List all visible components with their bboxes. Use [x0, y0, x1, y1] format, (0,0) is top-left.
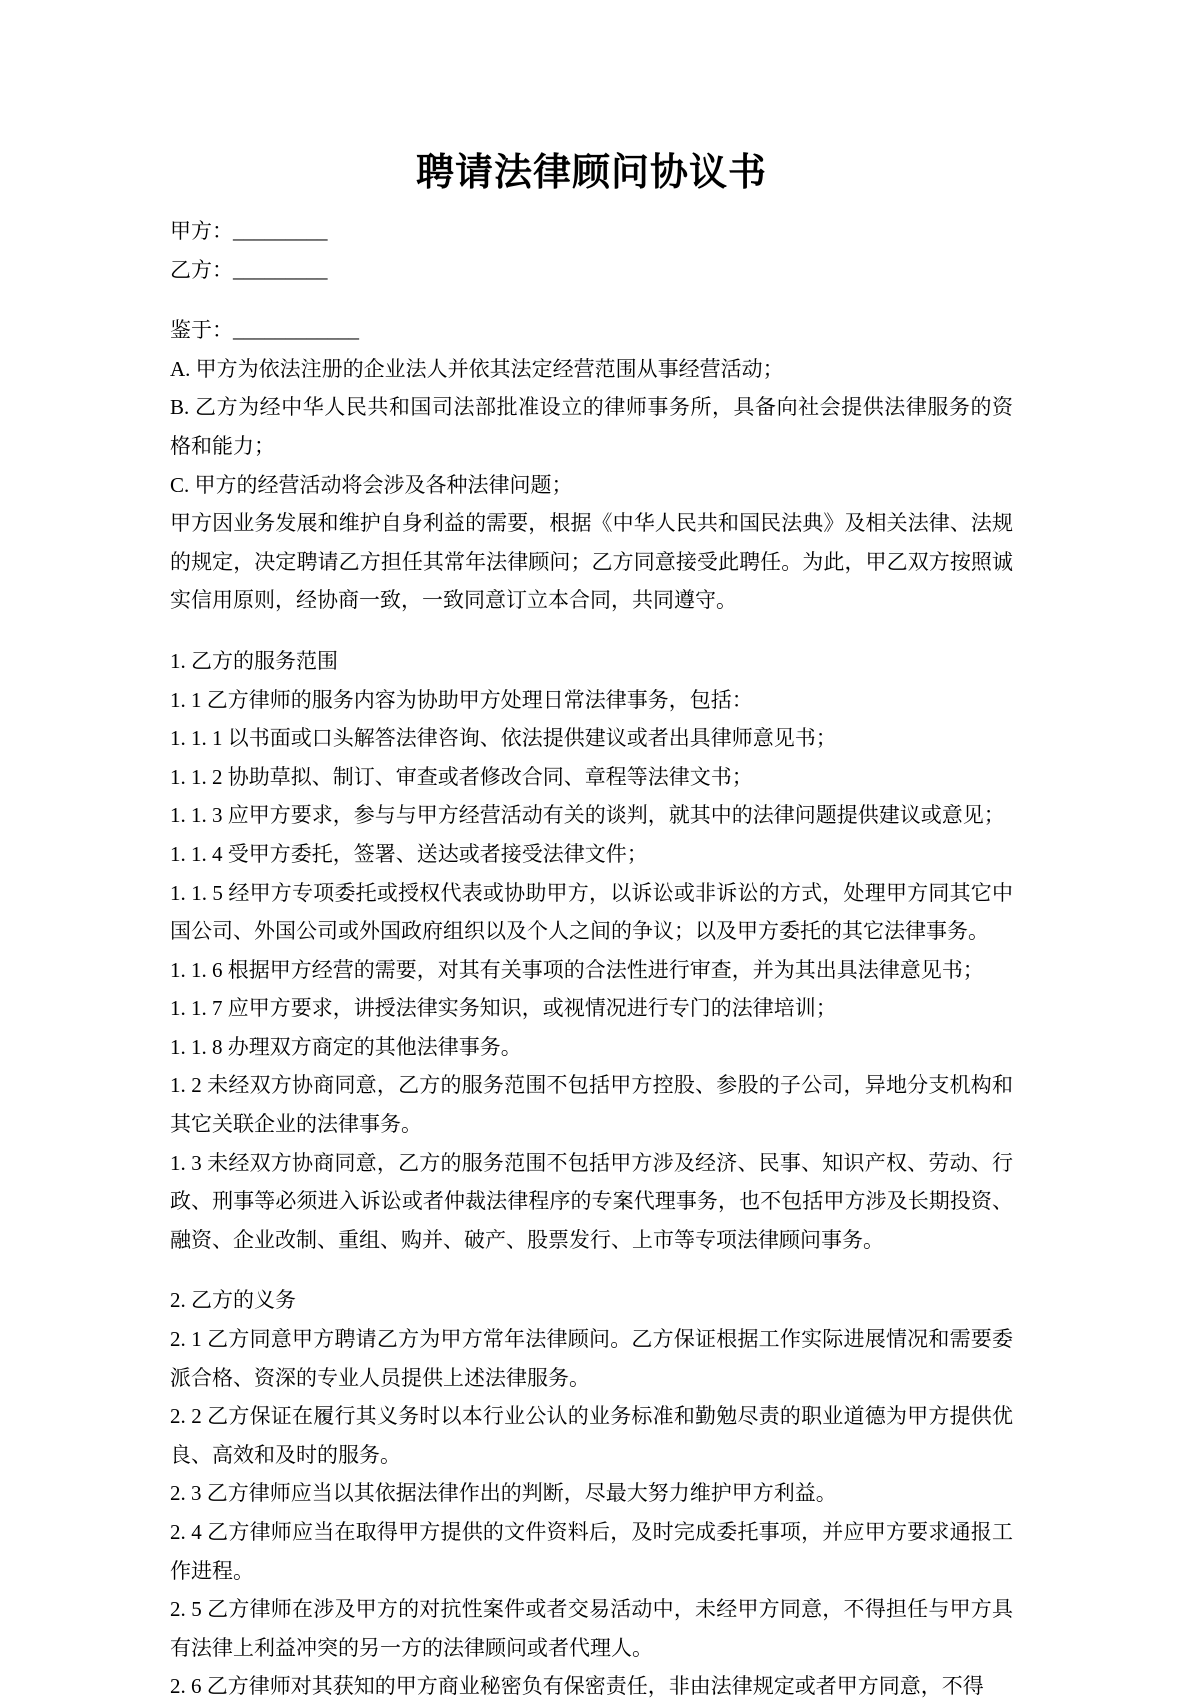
party-b-line	[170, 251, 1013, 290]
recital-intro: 甲方因业务发展和维护自身利益的需要，根据《中华人民共和国民法典》及相关法律、法规的规定，决定聘请乙方担任其常年法律顾问；乙方同意接受此聘任。为此，甲乙双方按照诚实信用原则，经协商一致，一致同意订立本合同，共同遵守。	[170, 511, 1013, 613]
blank-line	[170, 1259, 1013, 1281]
document-title: 聘请法律顾问协议书	[415, 152, 767, 194]
clause-2-2: 2. 2 乙方保证在履行其义务时以本行业公认的业务标准和勤勉尽责的职业道德为甲方提供优良、高效和及时的服务。	[170, 1404, 1013, 1467]
clause-2-3: 2. 3 乙方律师应当以其依据法律作出的判断，尽最大努力维护甲方利益。	[170, 1481, 837, 1506]
clause-1-1-6: 1. 1. 6 根据甲方经营的需要，对其有关事项的合法性进行审查，并为其出具法律意见书；	[170, 957, 984, 982]
clause-2-1: 2. 1 乙方同意甲方聘请乙方为甲方常年法律顾问。乙方保证根据工作实际进展情况和需要委派合格、资深的专业人员提供上述法律服务。	[170, 1327, 1013, 1390]
clause-1-1-3: 1. 1. 3 应甲方要求，参与与甲方经营活动有关的谈判，就其中的法律问题提供建议或意见；	[170, 803, 1005, 828]
clause-1-2: 1. 2 未经双方协商同意，乙方的服务范围不包括甲方控股、参股的子公司，异地分支机构和其它关联企业的法律事务。	[170, 1073, 1013, 1137]
clause-1-3: 1. 3 未经双方协商同意，乙方的服务范围不包括甲方涉及经济、民事、知识产权、劳动、行政、刑事等必须进入诉讼或者仲裁法律程序的专案代理事务，也不包括甲方涉及长期投资、融资、企业改制、重组、购并、破产、股票发行、上市等专项法律顾问事务。	[170, 1150, 1013, 1252]
clause-2-5: 2. 5 乙方律师在涉及甲方的对抗性案件或者交易活动中，未经甲方同意，不得担任与甲方具有法律上利益冲突的另一方的法律顾问或者代理人。	[170, 1597, 1013, 1660]
party-b-label: 乙方：	[170, 257, 233, 282]
clause-2-4: 2. 4 乙方律师应当在取得甲方提供的文件资料后，及时完成委托事项，并应甲方要求通报工作进程。	[170, 1520, 1013, 1583]
blank-line	[170, 289, 1013, 311]
clause-1-1-8: 1. 1. 8 办理双方商定的其他法律事务。	[170, 1034, 522, 1059]
blank-line	[170, 620, 1013, 642]
recital-c: C. 甲方的经营活动将会涉及各种法律问题；	[170, 472, 573, 497]
document-content	[170, 146, 1013, 1706]
party-a-blank: _________	[233, 219, 328, 243]
section-1-heading: 1. 乙方的服务范围	[170, 648, 338, 673]
clause-1-1-2: 1. 1. 2 协助草拟、制订、审查或者修改合同、章程等法律文书；	[170, 764, 753, 789]
whereas-blank: ____________	[233, 318, 359, 343]
clause-1-1: 1. 1 乙方律师的服务内容为协助甲方处理日常法律事务，包括：	[170, 687, 753, 712]
party-b-blank: _________	[233, 257, 328, 282]
party-a-line	[170, 212, 1013, 251]
clause-1-1-4: 1. 1. 4 受甲方委托，签署、送达或者接受法律文件；	[170, 841, 648, 866]
clause-2-6: 2. 6 乙方律师对其获知的甲方商业秘密负有保密责任，非由法律规定或者甲方同意，不得	[170, 1674, 984, 1699]
whereas-label: 鉴于：	[170, 318, 233, 343]
clause-1-1-7: 1. 1. 7 应甲方要求，讲授法律实务知识，或视情况进行专门的法律培训；	[170, 996, 837, 1021]
recital-a: A. 甲方为依法注册的企业法人并依其法定经营范围从事经营活动；	[170, 356, 784, 381]
clause-1-1-1: 1. 1. 1 以书面或口头解答法律咨询、依法提供建议或者出具律师意见书；	[170, 726, 837, 751]
whereas-line	[170, 311, 1013, 350]
section-2-heading: 2. 乙方的义务	[170, 1288, 296, 1313]
clause-1-1-5: 1. 1. 5 经甲方专项委托或授权代表或协助甲方，以诉讼或非诉讼的方式，处理甲方同其它中国公司、外国公司或外国政府组织以及个人之间的争议；以及甲方委托的其它法律事务。	[170, 880, 1013, 944]
party-a-label: 甲方：	[170, 219, 233, 243]
recital-b: B. 乙方为经中华人民共和国司法部批准设立的律师事务所，具备向社会提供法律服务的资格和能力；	[170, 395, 1013, 458]
